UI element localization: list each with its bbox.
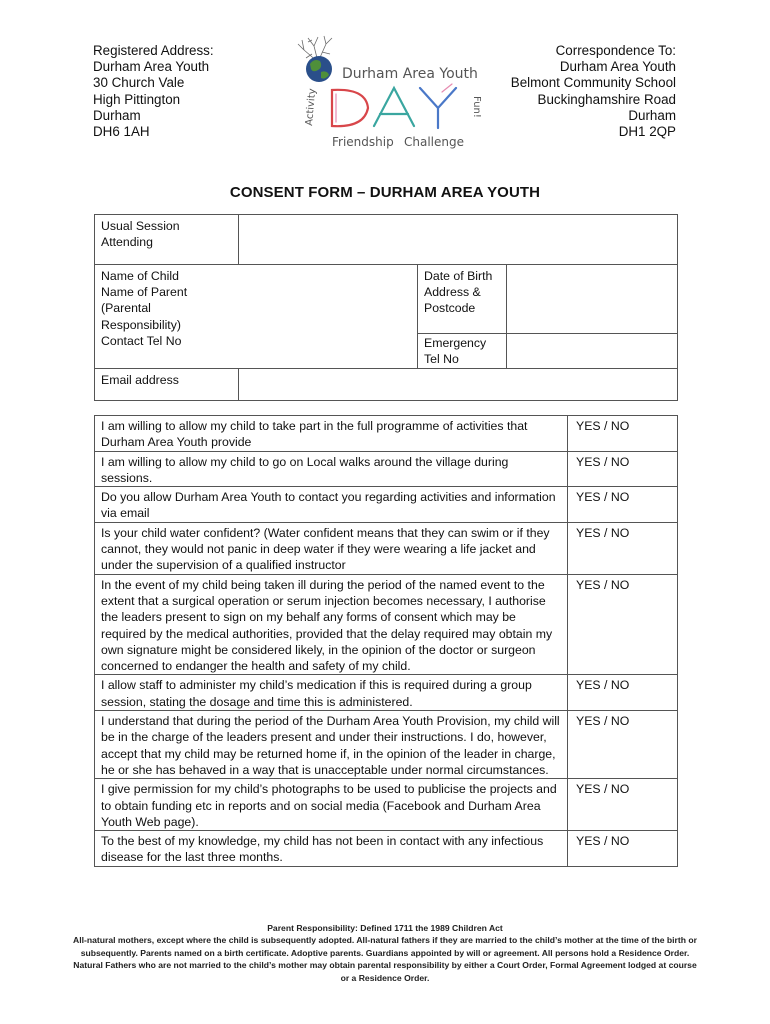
name-of-child-label: Name of Child [101, 269, 179, 283]
correspondence-address-line: Correspondence To: [555, 43, 676, 58]
parent-responsibility-note [70, 922, 700, 984]
consent-statement: I am willing to allow my child to go on Local walks around the village during sessions. [95, 451, 568, 487]
email-field[interactable] [239, 369, 678, 401]
consent-statement: I allow staff to administer my child’s medication if this is required during a group session, stating the dosage and time this is administered. [95, 675, 568, 711]
consent-row [95, 711, 678, 779]
usual-session-field[interactable] [239, 215, 678, 265]
yes-no-answer[interactable]: YES / NO [568, 831, 678, 867]
logo-name: Durham Area Youth [342, 66, 478, 82]
dob-address-field[interactable] [507, 265, 678, 369]
durham-area-youth-logo [292, 34, 492, 154]
logo-bottom-left: Friendship [332, 135, 394, 149]
emergency-tel-label [418, 333, 506, 367]
correspondence-address-line: Buckinghamshire Road [537, 91, 676, 107]
globe-icon [306, 56, 332, 82]
emergency-tel-label-text: Emergency Tel No [424, 336, 487, 367]
correspondence-address-line: Durham Area Youth [559, 59, 676, 75]
emergency-tel-field[interactable] [507, 333, 677, 368]
consent-statement: I am willing to allow my child to take part in the full programme of activities that Durham Area Youth provide [95, 416, 568, 452]
yes-no-answer[interactable]: YES / NO [568, 711, 678, 779]
correspondence-address-line: DH1 2QP [618, 124, 676, 140]
consent-row [95, 451, 678, 487]
logo-side-right: Fun! [471, 96, 482, 118]
consent-row [95, 522, 678, 574]
yes-no-answer[interactable]: YES / NO [568, 416, 678, 452]
correspondence-address-line: Belmont Community School [510, 75, 676, 91]
yes-no-answer[interactable]: YES / NO [568, 522, 678, 574]
consent-row [95, 779, 678, 831]
address-postcode-label: Address & Postcode [424, 285, 481, 316]
consent-statement: To the best of my knowledge, my child has not been in contact with any infectious disease for the last three months. [95, 831, 568, 867]
consent-statement: In the event of my child being taken ill during the period of the named event to the extent that a surgical operation or serum injection becomes necessary, I authorise the leaders present to sign on my behalf any forms of consent which may be required by the medical authorities, provided that the delay required may obtain my own signature might be considered likely, in the opinion of the doctor or surgeon concerned to endanger the health and safety of my child. [95, 574, 568, 675]
logo-day-letters [332, 84, 456, 128]
consent-statement: Do you allow Durham Area Youth to contact you regarding activities and information via email [95, 487, 568, 523]
registered-address-line: Durham [93, 107, 141, 123]
contact-tel-label: Contact Tel No [101, 333, 182, 348]
logo-bottom-right: Challenge [404, 135, 464, 149]
consent-table [94, 415, 678, 867]
consent-statement: I give permission for my child’s photographs to be used to publicise the projects and to obtain funding etc in reports and on social media (Facebook and Durham Area Youth Web page). [95, 779, 568, 831]
consent-row [95, 831, 678, 867]
child-parent-cell [95, 265, 418, 369]
name-of-parent-label: Name of Parent (Parental Responsibility) [101, 285, 188, 332]
footer-body: All-natural mothers, except where the child is subsequently adopted. All-natural fathers if they are married to the child’s mother at the time of the birth or subsequently. Parents named on a birth certificate. Adoptive parents. Guardians appointed by will or agreement. All persons hold a Residence Order. Natural Fathers who are not married to the child’s mother may obtain parental responsibility by either a Court Order, Formal Agreement lodged at course or a Residence Order. [73, 935, 697, 983]
details-table [94, 214, 678, 401]
registered-address-line: Durham Area Youth [93, 59, 210, 75]
registered-address-line: DH6 1AH [93, 124, 150, 140]
yes-no-answer[interactable]: YES / NO [568, 779, 678, 831]
registered-address [93, 43, 214, 140]
logo-side-left: Activity [304, 88, 319, 127]
usual-session-label: Usual Session Attending [95, 215, 239, 265]
dob-address-cell [418, 265, 507, 369]
yes-no-answer[interactable]: YES / NO [568, 487, 678, 523]
yes-no-answer[interactable]: YES / NO [568, 451, 678, 487]
consent-statement: I understand that during the period of the Durham Area Youth Provision, my child will be in the charge of the leaders present and under their instructions. I do, however, accept that my child may be returned home if, in the opinion of the leader in charge, he or she has behaved in a way that is unacceptable under normal circumstances. [95, 711, 568, 779]
correspondence-address [511, 43, 676, 140]
form-title: CONSENT FORM – DURHAM AREA YOUTH [229, 184, 541, 201]
date-of-birth-label: Date of Birth [424, 269, 493, 283]
correspondence-address-line: Durham [628, 107, 676, 123]
consent-row [95, 487, 678, 523]
registered-address-line: High Pittington [93, 91, 181, 107]
footer-heading: Parent Responsibility: Defined 1711 the 1989 Children Act [267, 923, 503, 933]
consent-statement: Is your child water confident? (Water confident means that they can swim or if they cannot, they would not panic in deep water if they were wearing a life jacket and under the supervision of a qualified instructor [95, 522, 568, 574]
yes-no-answer[interactable]: YES / NO [568, 574, 678, 675]
consent-row [95, 675, 678, 711]
registered-address-line: Registered Address: [93, 43, 214, 58]
yes-no-answer[interactable]: YES / NO [568, 675, 678, 711]
consent-row [95, 574, 678, 675]
registered-address-line: 30 Church Vale [93, 75, 185, 91]
consent-row [95, 416, 678, 452]
email-label: Email address [95, 369, 239, 401]
